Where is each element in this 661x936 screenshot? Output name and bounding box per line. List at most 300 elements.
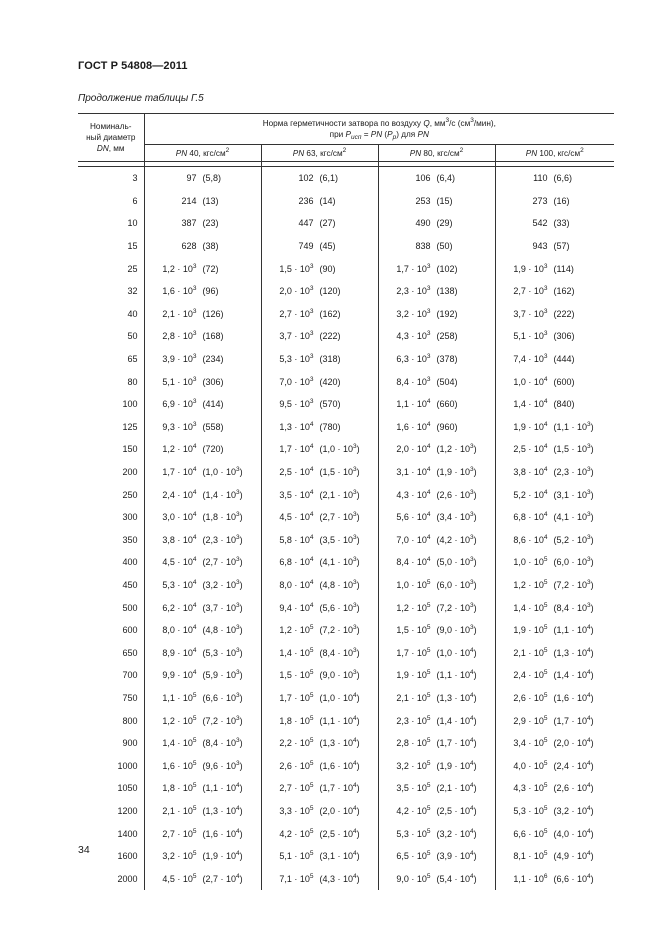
dn-value: 450	[78, 574, 144, 597]
leakage-cell	[378, 393, 495, 416]
value-cm3: (72)	[202, 263, 219, 274]
value-mm3: $2,6 \cdot 10^5$	[279, 759, 314, 771]
dn-header-unit: , мм	[108, 144, 125, 153]
leakage-cell	[378, 416, 495, 439]
value-cm3: $(5,4 \cdot 10^4)$	[436, 872, 477, 884]
dn-value: 25	[78, 257, 144, 280]
dn-value: 900	[78, 732, 144, 755]
value-mm3: $2,9 \cdot 10^5$	[513, 714, 548, 726]
leakage-cell	[144, 732, 261, 755]
value-cm3: (222)	[319, 331, 341, 342]
leakage-cell	[261, 664, 378, 687]
value-cm3: $(6,0 \cdot 10^3)$	[553, 556, 594, 568]
dn-value: 6	[78, 190, 144, 213]
table-caption: Продолжение таблицы Г.5	[78, 93, 204, 104]
value-cm3: (558)	[202, 421, 224, 432]
leakage-cell	[495, 845, 614, 868]
leakage-cell	[378, 529, 495, 552]
leakage-cell	[495, 754, 614, 777]
group-header-line2: при	[329, 130, 346, 139]
dn-value: 200	[78, 461, 144, 484]
value-cm3: (6,6)	[553, 173, 573, 184]
table-row	[78, 483, 614, 506]
value-mm3: $8,0 \cdot 10^4$	[162, 624, 197, 636]
value-cm3: (378)	[436, 354, 458, 365]
value-cm3: $(4,2 \cdot 10^3)$	[436, 533, 477, 545]
leakage-cell	[261, 212, 378, 235]
value-mm3: $4,5 \cdot 10^4$	[162, 556, 197, 568]
value-mm3: 110	[533, 173, 548, 184]
leakage-cell	[378, 709, 495, 732]
value-mm3: $5,3 \cdot 10^5$	[396, 827, 431, 839]
value-cm3: $(3,9 \cdot 10^4)$	[436, 850, 477, 862]
group-header-unit: , мм	[429, 119, 446, 128]
table-row	[78, 190, 614, 213]
dn-value: 50	[78, 325, 144, 348]
leakage-cell	[144, 822, 261, 845]
value-mm3: 749	[298, 241, 314, 252]
value-cm3: (16)	[553, 195, 570, 206]
value-cm3: $(5,6 \cdot 10^3)$	[319, 601, 360, 613]
leakage-cell	[261, 416, 378, 439]
value-cm3: (192)	[436, 308, 458, 319]
dn-header-var: DN	[96, 144, 109, 153]
value-mm3: $1,9 \cdot 10^5$	[396, 669, 431, 681]
dn-value: 125	[78, 416, 144, 439]
value-cm3: (780)	[319, 421, 341, 432]
leakage-cell	[378, 641, 495, 664]
value-cm3: $(7,2 \cdot 10^3)$	[436, 601, 477, 613]
value-mm3: $1,2 \cdot 10^5$	[162, 714, 197, 726]
table-row	[78, 619, 614, 642]
value-mm3: $5,8 \cdot 10^4$	[279, 533, 314, 545]
leakage-cell	[144, 257, 261, 280]
group-header-pp: P	[387, 130, 393, 139]
leakage-cell	[261, 167, 378, 190]
value-mm3: $2,8 \cdot 10^5$	[396, 737, 431, 749]
dn-value: 80	[78, 370, 144, 393]
value-cm3: (45)	[319, 241, 336, 252]
value-mm3: $9,5 \cdot 10^3$	[279, 398, 314, 410]
leakage-cell	[144, 190, 261, 213]
pn-label: PN	[292, 148, 305, 158]
leakage-cell	[378, 732, 495, 755]
leakage-cell	[495, 235, 614, 258]
dn-value: 1200	[78, 800, 144, 823]
leakage-cell	[495, 483, 614, 506]
value-mm3: $1,2 \cdot 10^5$	[513, 578, 548, 590]
leakage-cell	[378, 167, 495, 190]
table-row	[78, 664, 614, 687]
leakage-cell	[495, 574, 614, 597]
value-cm3: (114)	[553, 263, 574, 274]
dn-value: 10	[78, 212, 144, 235]
value-cm3: $(1,3 \cdot 10^4)$	[553, 646, 594, 658]
group-header-eq: =	[361, 130, 371, 139]
leakage-cell	[378, 551, 495, 574]
leakage-cell	[495, 551, 614, 574]
value-cm3: (23)	[202, 218, 219, 229]
leakage-cell	[495, 416, 614, 439]
value-mm3: $4,2 \cdot 10^5$	[279, 827, 314, 839]
value-cm3: $(1,8 \cdot 10^3)$	[202, 511, 243, 523]
value-cm3: (57)	[553, 241, 570, 252]
table-row	[78, 212, 614, 235]
leakage-cell	[261, 619, 378, 642]
group-header-text: Норма герметичности затвора по воздуху	[262, 119, 424, 128]
pn-column-header: PN 40, кгс/$см^2$	[144, 145, 261, 162]
value-mm3: $2,7 \cdot 10^3$	[513, 285, 548, 297]
value-mm3: $2,0 \cdot 10^3$	[279, 285, 314, 297]
value-mm3: $2,2 \cdot 10^5$	[279, 737, 314, 749]
leakage-cell	[261, 483, 378, 506]
value-cm3: $(2,6 \cdot 10^3)$	[436, 488, 477, 500]
leakage-cell	[261, 325, 378, 348]
value-cm3: (162)	[553, 286, 575, 297]
value-mm3: $6,6 \cdot 10^5$	[513, 827, 548, 839]
value-cm3: (420)	[319, 376, 341, 387]
value-mm3: $8,0 \cdot 10^4$	[279, 578, 314, 590]
value-mm3: $3,2 \cdot 10^5$	[396, 759, 431, 771]
leakage-cell	[144, 461, 261, 484]
value-cm3: (6,4)	[436, 173, 456, 184]
value-mm3: $8,9 \cdot 10^4$	[162, 646, 197, 658]
value-mm3: $2,1 \cdot 10^5$	[396, 691, 431, 703]
group-header-close: ) для	[396, 130, 418, 139]
value-cm3: $(4,8 \cdot 10^3)$	[202, 624, 243, 636]
value-mm3: $1,4 \cdot 10^5$	[513, 601, 548, 613]
value-cm3: $(1,6 \cdot 10^4)$	[202, 827, 243, 839]
value-mm3: $7,4 \cdot 10^3$	[513, 353, 548, 365]
value-cm3: (50)	[436, 241, 453, 252]
leakage-cell	[378, 348, 495, 371]
value-mm3: $9,3 \cdot 10^3$	[162, 420, 197, 432]
leakage-cell	[144, 212, 261, 235]
value-mm3: 97	[186, 173, 197, 184]
table-row	[78, 303, 614, 326]
value-mm3: $6,9 \cdot 10^3$	[162, 398, 197, 410]
value-cm3: $(5,9 \cdot 10^3)$	[202, 669, 243, 681]
leakage-cell	[261, 461, 378, 484]
table-row	[78, 551, 614, 574]
dn-value: 1050	[78, 777, 144, 800]
value-mm3: 273	[532, 195, 548, 206]
value-mm3: $5,3 \cdot 10^4$	[162, 578, 197, 590]
value-mm3: $9,4 \cdot 10^4$	[279, 601, 314, 613]
group-header: Норма герметичности затвора по воздуху Q, $мм^3/с$ $(см^3/мин)$, при $P_{исп}$ = PN $(P_p)$ для PN	[144, 114, 614, 145]
dn-value: 400	[78, 551, 144, 574]
value-cm3: $(1,4 \cdot 10^4)$	[436, 714, 477, 726]
value-mm3: 236	[298, 195, 314, 206]
dn-value: 600	[78, 619, 144, 642]
value-mm3: $1,5 \cdot 10^5$	[279, 669, 314, 681]
leakage-cell	[144, 664, 261, 687]
value-mm3: $7,0 \cdot 10^3$	[279, 375, 314, 387]
value-cm3: (13)	[202, 195, 219, 206]
value-mm3: $2,4 \cdot 10^5$	[513, 669, 548, 681]
value-cm3: (15)	[436, 195, 453, 206]
value-mm3: $1,0 \cdot 10^5$	[396, 578, 431, 590]
leakage-cell	[261, 845, 378, 868]
pn-column-header: PN 100, кгс/$см^2$	[495, 145, 614, 162]
leakage-cell	[378, 257, 495, 280]
table-row	[78, 280, 614, 303]
value-cm3: (29)	[436, 218, 453, 229]
value-cm3: $(6,0 \cdot 10^3)$	[436, 578, 477, 590]
leakage-cell	[261, 551, 378, 574]
value-mm3: $2,7 \cdot 10^5$	[279, 782, 314, 794]
value-mm3: $3,4 \cdot 10^5$	[513, 737, 548, 749]
value-cm3: $(2,0 \cdot 10^4)$	[319, 804, 360, 816]
leakage-cell	[495, 687, 614, 710]
dn-value: 40	[78, 303, 144, 326]
value-mm3: $1,7 \cdot 10^5$	[396, 646, 431, 658]
leakage-cell	[144, 800, 261, 823]
value-mm3: $2,0 \cdot 10^4$	[396, 443, 431, 455]
value-cm3: $(1,7 \cdot 10^4)$	[553, 714, 594, 726]
value-cm3: (27)	[319, 218, 336, 229]
leakage-cell	[378, 370, 495, 393]
value-mm3: $4,3 \cdot 10^4$	[396, 488, 431, 500]
value-cm3: (570)	[319, 399, 341, 410]
value-mm3: $3,8 \cdot 10^4$	[162, 533, 197, 545]
value-cm3: (840)	[553, 399, 575, 410]
leakage-cell	[378, 777, 495, 800]
value-mm3: 253	[415, 195, 431, 206]
value-mm3: 102	[298, 173, 314, 184]
leakage-cell	[261, 777, 378, 800]
leakage-cell	[261, 687, 378, 710]
value-cm3: (168)	[202, 331, 224, 342]
table-row	[78, 438, 614, 461]
leakage-cell	[378, 438, 495, 461]
value-cm3: $(4,0 \cdot 10^4)$	[553, 827, 594, 839]
value-mm3: $5,6 \cdot 10^4$	[396, 511, 431, 523]
value-cm3: $(6,6 \cdot 10^4)$	[553, 872, 594, 884]
value-cm3: $(1,7 \cdot 10^4)$	[319, 782, 360, 794]
value-mm3: $1,7 \cdot 10^4$	[162, 466, 197, 478]
value-mm3: $2,1 \cdot 10^5$	[162, 804, 197, 816]
leakage-cell	[378, 325, 495, 348]
value-cm3: (14)	[319, 195, 336, 206]
value-mm3: $4,5 \cdot 10^4$	[279, 511, 314, 523]
value-mm3: $3,7 \cdot 10^3$	[513, 307, 548, 319]
table-row	[78, 325, 614, 348]
value-mm3: $3,1 \cdot 10^4$	[396, 466, 431, 478]
value-cm3: $(3,2 \cdot 10^4)$	[436, 827, 477, 839]
leakage-cell	[144, 235, 261, 258]
leakage-cell	[495, 709, 614, 732]
leakage-cell	[144, 777, 261, 800]
leakage-cell	[144, 483, 261, 506]
value-cm3: $(1,5 \cdot 10^3)$	[553, 443, 594, 455]
value-cm3: $(2,5 \cdot 10^4)$	[319, 827, 360, 839]
group-header-end: /мин),	[473, 119, 496, 128]
value-cm3: $(2,7 \cdot 10^3)$	[202, 556, 243, 568]
pn-label: PN	[525, 148, 538, 158]
value-cm3: (6,1)	[319, 173, 339, 184]
value-mm3: $4,3 \cdot 10^3$	[396, 330, 431, 342]
value-cm3: $(1,0 \cdot 10^3)$	[319, 443, 360, 455]
leakage-cell	[144, 393, 261, 416]
value-mm3: $1,7 \cdot 10^3$	[396, 262, 431, 274]
value-mm3: $1,7 \cdot 10^4$	[279, 443, 314, 455]
value-mm3: $2,5 \cdot 10^4$	[513, 443, 548, 455]
value-mm3: 447	[298, 218, 314, 229]
value-cm3: $(4,1 \cdot 10^3)$	[553, 511, 594, 523]
leakage-cell	[378, 303, 495, 326]
value-cm3: $(1,9 \cdot 10^3)$	[436, 466, 477, 478]
leakage-cell	[144, 303, 261, 326]
value-mm3: 838	[415, 241, 431, 252]
value-cm3: $(4,1 \cdot 10^3)$	[319, 556, 360, 568]
value-cm3: $(1,2 \cdot 10^3)$	[436, 443, 477, 455]
value-mm3: 106	[415, 173, 431, 184]
value-mm3: $5,3 \cdot 10^3$	[279, 353, 314, 365]
table-row	[78, 641, 614, 664]
dn-value: 1000	[78, 754, 144, 777]
value-mm3: $3,3 \cdot 10^5$	[279, 804, 314, 816]
pn-column-header: PN 63, кгс/$см^2$	[261, 145, 378, 162]
value-mm3: $3,9 \cdot 10^3$	[162, 353, 197, 365]
value-cm3: $(1,3 \cdot 10^4)$	[436, 691, 477, 703]
value-mm3: 943	[532, 241, 548, 252]
value-cm3: $(4,8 \cdot 10^3)$	[319, 578, 360, 590]
dn-value: 65	[78, 348, 144, 371]
leakage-cell	[261, 709, 378, 732]
value-cm3: $(7,2 \cdot 10^3)$	[319, 624, 360, 636]
value-cm3: $(8,4 \cdot 10^3)$	[319, 646, 360, 658]
value-mm3: $8,4 \cdot 10^4$	[396, 556, 431, 568]
value-cm3: $(3,4 \cdot 10^3)$	[436, 511, 477, 523]
value-cm3: $(1,1 \cdot 10^4)$	[436, 669, 477, 681]
table-row	[78, 257, 614, 280]
leakage-cell	[261, 348, 378, 371]
leakage-cell	[495, 438, 614, 461]
value-cm3: $(1,6 \cdot 10^4)$	[553, 691, 594, 703]
leakage-cell	[495, 800, 614, 823]
dn-value: 1400	[78, 822, 144, 845]
value-cm3: (38)	[202, 241, 219, 252]
value-cm3: $(2,5 \cdot 10^4)$	[436, 804, 477, 816]
value-mm3: 542	[532, 218, 548, 229]
value-cm3: $(1,9 \cdot 10^4)$	[202, 850, 243, 862]
value-mm3: $2,8 \cdot 10^3$	[162, 330, 197, 342]
leakage-cell	[261, 235, 378, 258]
value-cm3: $(1,4 \cdot 10^4)$	[553, 669, 594, 681]
value-cm3: $(7,2 \cdot 10^3)$	[202, 714, 243, 726]
value-cm3: $(1,3 \cdot 10^4)$	[202, 804, 243, 816]
value-mm3: $1,9 \cdot 10^4$	[513, 420, 548, 432]
value-cm3: (120)	[319, 286, 341, 297]
leakage-cell	[378, 619, 495, 642]
value-mm3: $8,6 \cdot 10^4$	[513, 533, 548, 545]
group-header-pn2: PN	[417, 130, 429, 139]
table-row	[78, 393, 614, 416]
leakage-cell	[495, 325, 614, 348]
leakage-cell	[261, 280, 378, 303]
value-mm3: $6,8 \cdot 10^4$	[513, 511, 548, 523]
leakage-cell	[261, 257, 378, 280]
dn-header-line1: Номиналь-	[89, 122, 132, 131]
value-mm3: $4,3 \cdot 10^5$	[513, 782, 548, 794]
value-cm3: $(5,0 \cdot 10^3)$	[436, 556, 477, 568]
value-cm3: $(7,2 \cdot 10^3)$	[553, 578, 594, 590]
value-cm3: (504)	[436, 376, 458, 387]
pn-value: 80, кгс/см	[421, 148, 460, 158]
dn-value: 32	[78, 280, 144, 303]
leakage-cell	[261, 370, 378, 393]
table-row	[78, 687, 614, 710]
value-mm3: $5,1 \cdot 10^3$	[513, 330, 548, 342]
value-mm3: $3,5 \cdot 10^5$	[396, 782, 431, 794]
leakage-cell	[378, 845, 495, 868]
value-mm3: $1,4 \cdot 10^4$	[513, 398, 548, 410]
value-mm3: $1,1 \cdot 10^6$	[513, 872, 548, 884]
value-mm3: $4,5 \cdot 10^5$	[162, 872, 197, 884]
value-cm3: $(1,3 \cdot 10^4)$	[319, 737, 360, 749]
page-number: 34	[78, 844, 90, 856]
leakage-cell	[495, 212, 614, 235]
value-mm3: $1,4 \cdot 10^5$	[279, 646, 314, 658]
leakage-cell	[378, 867, 495, 890]
value-cm3: (720)	[202, 444, 224, 455]
value-mm3: $1,1 \cdot 10^4$	[396, 398, 431, 410]
value-mm3: $4,2 \cdot 10^5$	[396, 804, 431, 816]
leakage-cell	[144, 506, 261, 529]
leakage-cell	[261, 506, 378, 529]
table-row	[78, 167, 614, 190]
leakage-cell	[261, 303, 378, 326]
value-cm3: $(3,1 \cdot 10^3)$	[553, 488, 594, 500]
value-mm3: $3,0 \cdot 10^4$	[162, 511, 197, 523]
pn-value: 63, кгс/см	[304, 148, 343, 158]
value-cm3: (306)	[202, 376, 224, 387]
leakage-cell	[378, 574, 495, 597]
value-cm3: (96)	[202, 286, 219, 297]
leakage-cell	[495, 529, 614, 552]
leakage-cell	[495, 303, 614, 326]
leakage-cell	[378, 483, 495, 506]
leakage-cell	[495, 506, 614, 529]
leakage-cell	[261, 754, 378, 777]
leakage-cell	[261, 641, 378, 664]
value-mm3: $2,5 \cdot 10^4$	[279, 466, 314, 478]
value-cm3: $(2,4 \cdot 10^4)$	[553, 759, 594, 771]
table-row	[78, 800, 614, 823]
leakage-cell	[261, 190, 378, 213]
leakage-cell	[144, 687, 261, 710]
pn-label: PN	[175, 148, 188, 158]
value-cm3: $(6,6 \cdot 10^3)$	[202, 691, 243, 703]
value-cm3: $(1,1 \cdot 10^4)$	[553, 624, 594, 636]
table-row	[78, 416, 614, 439]
value-cm3: (258)	[436, 331, 458, 342]
dn-value: 2000	[78, 867, 144, 890]
table-row	[78, 370, 614, 393]
group-header-p: P	[345, 130, 351, 139]
leakage-cell	[495, 641, 614, 664]
value-cm3: (33)	[553, 218, 570, 229]
leakage-cell	[378, 212, 495, 235]
value-cm3: $(8,4 \cdot 10^3)$	[202, 737, 243, 749]
table-row	[78, 754, 614, 777]
value-mm3: $1,0 \cdot 10^4$	[513, 375, 548, 387]
value-cm3: $(2,3 \cdot 10^3)$	[202, 533, 243, 545]
pn-value: 40, кгс/см	[187, 148, 226, 158]
group-header-pn: PN	[370, 130, 383, 139]
leakage-cell	[144, 574, 261, 597]
